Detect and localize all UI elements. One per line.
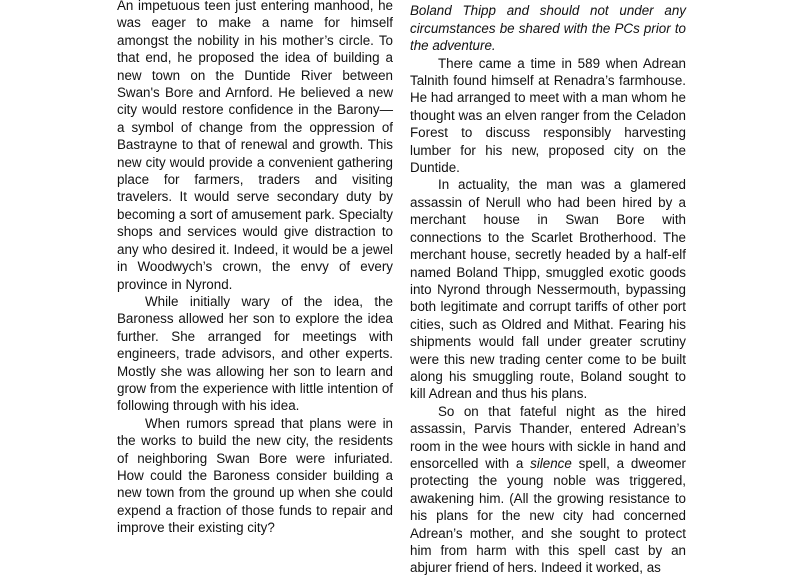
right-paragraph-3 [410,403,686,577]
left-paragraph-1: An impetuous teen just entering manhood, he was eager to make a name for himself amongst the nobility in his mother’s circle. To that end, he proposed the idea of building a new town on the Duntide River between Swan's Bore and Arnford. He believed a new city would restore confidence in the Barony—a symbol of change from the oppression of Bastrayne to that of renewal and growth. This new city would provide a convenient gathering place for farmers, traders and visiting travelers. It would serve secondary duty by becoming a sort of amusement park. Specialty shops and services would give distraction to any who desired it. Indeed, it would be a jewel in Woodwych’s crown, the envy of every province in Nyrond. [117,0,393,292]
left-paragraph-3: When rumors spread that plans were in the works to build the new city, the residents of neighboring Swan Bore were infuriated. How could the Baroness consider building a new town from the ground up when she could expend a fraction of those funds to repair and improve their existing city? [117,415,393,536]
right-paragraph-3-part-2: spell, a dweomer protecting the young noble was triggered, awakening him. (All the growing resistance to his plans for the new city had concerned Adrean’s mother, and she sought to protect him from harm with this spell cast by an abjurer friend of hers. Indeed it worked, as [410,455,686,576]
right-paragraph-2: In actuality, the man was a glamered assassin of Nerull who had been hired by a merchant house in Swan Bore with connections to the Scarlet Brotherhood. The merchant house, secretly headed by a half-elf named Boland Thipp, smuggled exotic goods into Nyrond through Nessermouth, bypassing both legitimate and corrupt tariffs of other port cities, such as Oldred and Mithat. Fearing his shipments would fall under greater scrutiny were this new trading center come to be built along his smuggling route, Boland sought to kill Adrean and thus his plans. [410,177,686,402]
left-text-column [117,0,393,537]
right-paragraph-3-part-1: So on that fateful night as the hired assassin, Parvis Thander, entered Adrean’s room in the wee hours with sickle in hand and ensorcelled with a [410,403,686,471]
right-paragraph-1: There came a time in 589 when Adrean Talnith found himself at Renadra’s farmhouse. He had arranged to meet with a man whom he thought was an elven ranger from the Celadon Forest to discuss responsibly harvesting lumber for his new, proposed city on the Duntide. [410,55,686,176]
right-italic-note: Boland Thipp and should not under any circumstances be shared with the PCs prior to the adventure. [410,3,686,54]
right-text-column [410,0,686,577]
left-paragraph-2: While initially wary of the idea, the Baroness allowed her son to explore the idea further. She arranged for meetings with engineers, trade advisors, and other experts. Mostly she was allowing her son to learn and grow from the experience with little intention of following through with his idea. [117,293,393,414]
silence-spell-term: silence [530,455,572,471]
